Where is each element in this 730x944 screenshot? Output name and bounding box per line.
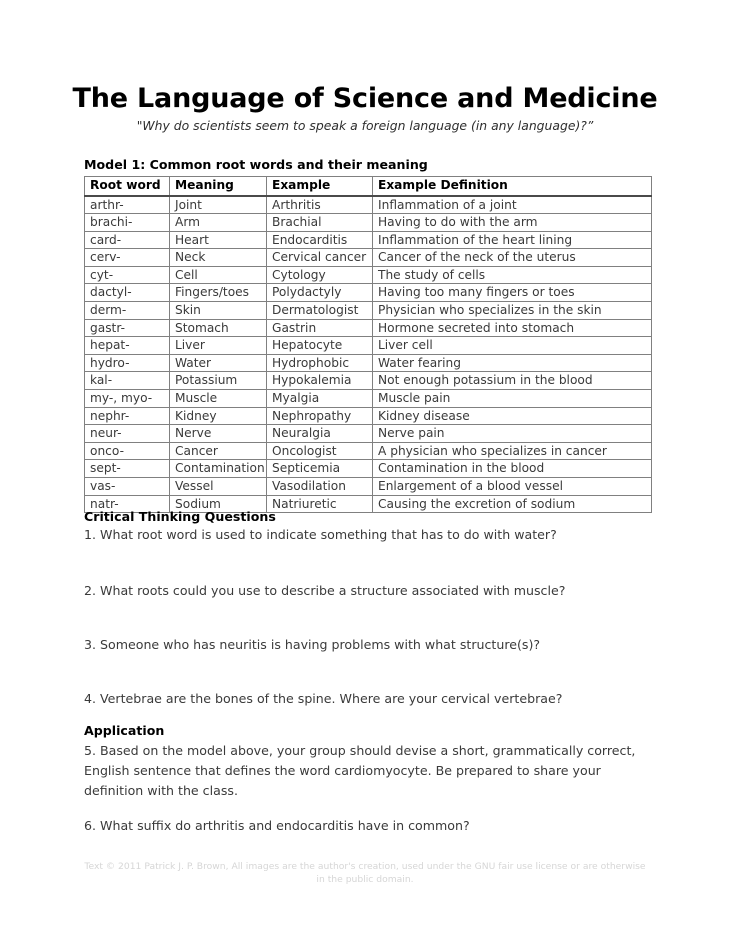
- cell-example: Myalgia: [267, 390, 373, 408]
- table-row: [85, 354, 652, 372]
- page-subtitle: "Why do scientists seem to speak a foreign language (in any language)?”: [136, 118, 594, 133]
- cell-example: Oncologist: [267, 442, 373, 460]
- cell-meaning: Skin: [170, 302, 267, 320]
- cell-meaning: Nerve: [170, 425, 267, 443]
- cell-root-word: cerv-: [85, 249, 170, 267]
- column-header-meaning: Meaning: [170, 177, 267, 196]
- critical-thinking-question-4: 4. Vertebrae are the bones of the spine. Where are your cervical vertebrae?: [84, 691, 563, 706]
- cell-example: Hypokalemia: [267, 372, 373, 390]
- cell-example-definition: Having to do with the arm: [373, 214, 652, 232]
- cell-example-definition: Kidney disease: [373, 407, 652, 425]
- cell-meaning: Vessel: [170, 478, 267, 496]
- copyright-footer: Text © 2011 Patrick J. P. Brown, All images are the author's creation, used under the GNU fair use license or are otherwise in the public domain.: [84, 861, 646, 885]
- cell-example: Brachial: [267, 214, 373, 232]
- cell-meaning: Cell: [170, 266, 267, 284]
- column-header-root-word: Root word: [85, 177, 170, 196]
- model-heading: Model 1: Common root words and their meaning: [84, 157, 428, 172]
- table-row: [85, 196, 652, 214]
- cell-root-word: dactyl-: [85, 284, 170, 302]
- cell-example: Neuralgia: [267, 425, 373, 443]
- cell-root-word: hepat-: [85, 337, 170, 355]
- cell-example: Natriuretic: [267, 495, 373, 513]
- cell-example-definition: The study of cells: [373, 266, 652, 284]
- cell-meaning: Fingers/toes: [170, 284, 267, 302]
- cell-example: Cytology: [267, 266, 373, 284]
- cell-example: Vasodilation: [267, 478, 373, 496]
- critical-thinking-question-3: 3. Someone who has neuritis is having problems with what structure(s)?: [84, 637, 541, 652]
- cell-example: Dermatologist: [267, 302, 373, 320]
- table-row: [85, 231, 652, 249]
- table-row: [85, 319, 652, 337]
- cell-example: Septicemia: [267, 460, 373, 478]
- cell-example: Gastrin: [267, 319, 373, 337]
- cell-root-word: my-, myo-: [85, 390, 170, 408]
- critical-thinking-question-1: 1. What root word is used to indicate something that has to do with water?: [84, 527, 557, 542]
- cell-root-word: neur-: [85, 425, 170, 443]
- cell-example-definition: A physician who specializes in cancer: [373, 442, 652, 460]
- table-row: [85, 442, 652, 460]
- root-words-table: [84, 176, 652, 513]
- cell-example: Hepatocyte: [267, 337, 373, 355]
- cell-root-word: arthr-: [85, 196, 170, 214]
- cell-root-word: gastr-: [85, 319, 170, 337]
- cell-example-definition: Inflammation of the heart lining: [373, 231, 652, 249]
- page-title: The Language of Science and Medicine: [72, 83, 658, 114]
- cell-meaning: Liver: [170, 337, 267, 355]
- cell-meaning: Stomach: [170, 319, 267, 337]
- table-row: [85, 390, 652, 408]
- table-row: [85, 284, 652, 302]
- cell-meaning: Potassium: [170, 372, 267, 390]
- cell-example: Endocarditis: [267, 231, 373, 249]
- table-row: [85, 407, 652, 425]
- cell-root-word: card-: [85, 231, 170, 249]
- cell-root-word: nephr-: [85, 407, 170, 425]
- critical-thinking-question-2: 2. What roots could you use to describe a structure associated with muscle?: [84, 583, 566, 598]
- application-question-5: 5. Based on the model above, your group should devise a short, grammatically correct, English sentence that defines the word cardiomyocyte. Be prepared to share your definition with the class.: [84, 743, 636, 798]
- application-question-6: 6. What suffix do arthritis and endocarditis have in common?: [84, 818, 470, 833]
- cell-root-word: sept-: [85, 460, 170, 478]
- cell-example: Hydrophobic: [267, 354, 373, 372]
- cell-example-definition: Not enough potassium in the blood: [373, 372, 652, 390]
- cell-example-definition: Hormone secreted into stomach: [373, 319, 652, 337]
- application-heading: Application: [84, 723, 165, 738]
- cell-example-definition: Enlargement of a blood vessel: [373, 478, 652, 496]
- cell-meaning: Joint: [170, 196, 267, 214]
- cell-example: Polydactyly: [267, 284, 373, 302]
- cell-root-word: natr-: [85, 495, 170, 513]
- cell-root-word: derm-: [85, 302, 170, 320]
- cell-meaning: Cancer: [170, 442, 267, 460]
- critical-thinking-heading: Critical Thinking Questions: [84, 509, 276, 524]
- cell-root-word: hydro-: [85, 354, 170, 372]
- cell-root-word: kal-: [85, 372, 170, 390]
- table-row: [85, 372, 652, 390]
- cell-example-definition: Causing the excretion of sodium: [373, 495, 652, 513]
- cell-example-definition: Contamination in the blood: [373, 460, 652, 478]
- cell-example-definition: Muscle pain: [373, 390, 652, 408]
- cell-example: Nephropathy: [267, 407, 373, 425]
- table-row: [85, 302, 652, 320]
- cell-example-definition: Liver cell: [373, 337, 652, 355]
- cell-root-word: cyt-: [85, 266, 170, 284]
- cell-meaning: Arm: [170, 214, 267, 232]
- cell-example-definition: Having too many fingers or toes: [373, 284, 652, 302]
- table-row: [85, 266, 652, 284]
- cell-example: Arthritis: [267, 196, 373, 214]
- table-row: [85, 478, 652, 496]
- cell-example-definition: Cancer of the neck of the uterus: [373, 249, 652, 267]
- table-row: [85, 249, 652, 267]
- cell-meaning: Neck: [170, 249, 267, 267]
- cell-meaning: Contamination: [170, 460, 267, 478]
- cell-meaning: Water: [170, 354, 267, 372]
- table-row: [85, 460, 652, 478]
- table-header-row: [85, 177, 652, 196]
- cell-example-definition: Inflammation of a joint: [373, 196, 652, 214]
- column-header-example-definition: Example Definition: [373, 177, 652, 196]
- table-row: [85, 425, 652, 443]
- cell-example-definition: Physician who specializes in the skin: [373, 302, 652, 320]
- cell-example-definition: Water fearing: [373, 354, 652, 372]
- cell-example: Cervical cancer: [267, 249, 373, 267]
- cell-root-word: vas-: [85, 478, 170, 496]
- cell-meaning: Muscle: [170, 390, 267, 408]
- cell-meaning: Heart: [170, 231, 267, 249]
- column-header-example: Example: [267, 177, 373, 196]
- table-row: [85, 337, 652, 355]
- cell-root-word: brachi-: [85, 214, 170, 232]
- cell-meaning: Kidney: [170, 407, 267, 425]
- cell-meaning: Sodium: [170, 495, 267, 513]
- cell-root-word: onco-: [85, 442, 170, 460]
- cell-example-definition: Nerve pain: [373, 425, 652, 443]
- table-row: [85, 214, 652, 232]
